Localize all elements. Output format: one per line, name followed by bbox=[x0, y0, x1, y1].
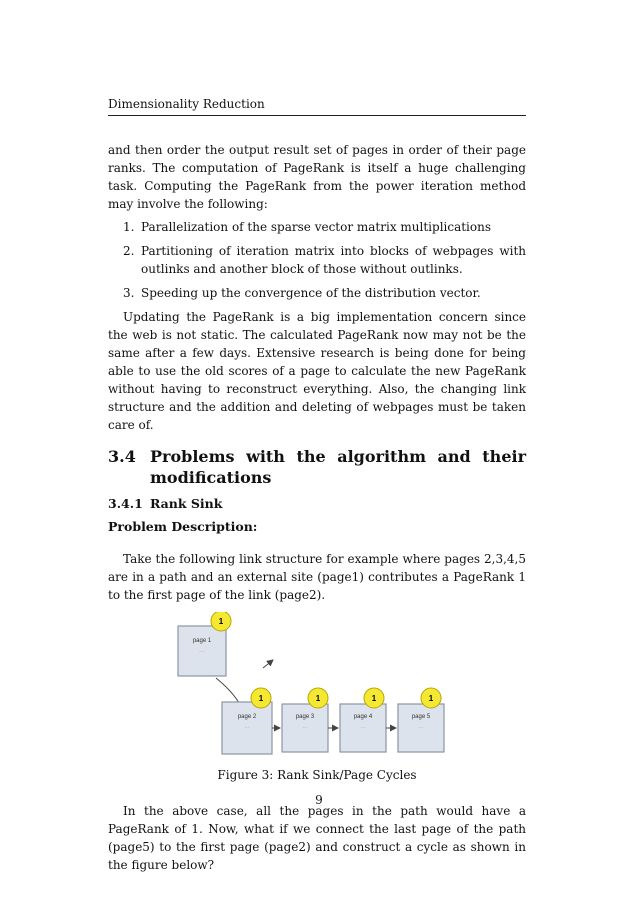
page-number: 9 bbox=[315, 793, 323, 807]
subsection-heading bbox=[108, 495, 526, 513]
list-item-text: Partitioning of iteration matrix into blocks of webpages with outlinks and another block of those without outlinks. bbox=[141, 244, 526, 276]
list-item-text: Speeding up the convergence of the distribution vector. bbox=[141, 286, 481, 300]
rank-badge-label: 1 bbox=[258, 694, 264, 703]
svg-text:....: .... bbox=[199, 648, 205, 654]
subsection-title: Rank Sink bbox=[150, 496, 223, 511]
link-structure-diagram bbox=[108, 612, 526, 762]
paragraph-updating: Updating the PageRank is a big implementation concern since the web is not static. The calculated PageRank now may not be the same after a few days. Extensive research is being done for being able to use the old scores of a page to calculate the new PageRank without having to reconstruct everything. Also, the changing link structure and the addition and deleting of webpages must be taken care of. bbox=[108, 310, 526, 432]
svg-text:...: ... bbox=[302, 724, 308, 730]
paragraph-cycle: In the above case, all the pages in the path would have a PageRank of 1. Now, what if we connect the last page of the path (page5) to the first page (page2) and construct a cycle as shown in the figure below? bbox=[108, 804, 526, 872]
page-1-node bbox=[178, 612, 231, 676]
page-4-node bbox=[340, 688, 386, 752]
list-item bbox=[108, 218, 526, 236]
svg-text:...: ... bbox=[360, 724, 366, 730]
figure-rank-sink bbox=[108, 612, 526, 762]
section-number: 3.4 bbox=[108, 447, 136, 466]
list-item-text: Parallelization of the sparse vector matrix multiplications bbox=[141, 220, 492, 234]
rank-badge-label: 1 bbox=[315, 694, 321, 703]
list-item bbox=[108, 284, 526, 302]
list-item-number: 1. bbox=[123, 220, 135, 234]
paragraph-example: Take the following link structure for example where pages 2,3,4,5 are in a path and an external site (page1) contributes a PageRank 1 to the first page of the link (page2). bbox=[108, 552, 526, 602]
section-title: Problems with the algorithm and their modifications bbox=[150, 447, 526, 487]
header-rule bbox=[108, 115, 526, 116]
numbered-list bbox=[108, 218, 526, 302]
paragraph-intro: and then order the output result set of pages in order of their page ranks. The computation of PageRank is itself a huge challenging task. Computing the PageRank from the power iteration method may involve the following: bbox=[108, 143, 526, 211]
page-3-node bbox=[282, 688, 328, 752]
svg-text:...: ... bbox=[244, 724, 250, 730]
rank-badge-label: 1 bbox=[371, 694, 377, 703]
running-header: Dimensionality Reduction bbox=[108, 97, 265, 111]
subsection-number: 3.4.1 bbox=[108, 496, 143, 511]
page-1-label: page 1 bbox=[192, 638, 212, 644]
page-5-node bbox=[398, 688, 444, 752]
body-text bbox=[108, 141, 526, 874]
list-item-number: 3. bbox=[123, 286, 135, 300]
page-2-label: page 2 bbox=[237, 714, 257, 720]
section-heading bbox=[108, 446, 526, 488]
list-item-number: 2. bbox=[123, 244, 135, 258]
svg-text:...: ... bbox=[418, 724, 424, 730]
page-3-label: page 3 bbox=[295, 714, 315, 720]
rank-badge-label: 1 bbox=[428, 694, 434, 703]
rank-badge-label: 1 bbox=[218, 617, 224, 626]
problem-description-heading: Problem Description: bbox=[108, 519, 258, 534]
list-item bbox=[108, 242, 526, 278]
figure-caption: Figure 3: Rank Sink/Page Cycles bbox=[217, 768, 417, 782]
small-arrow-icon bbox=[263, 660, 273, 668]
page-5-label: page 5 bbox=[411, 714, 431, 720]
page-2-node bbox=[222, 688, 272, 754]
page-4-label: page 4 bbox=[353, 714, 373, 720]
